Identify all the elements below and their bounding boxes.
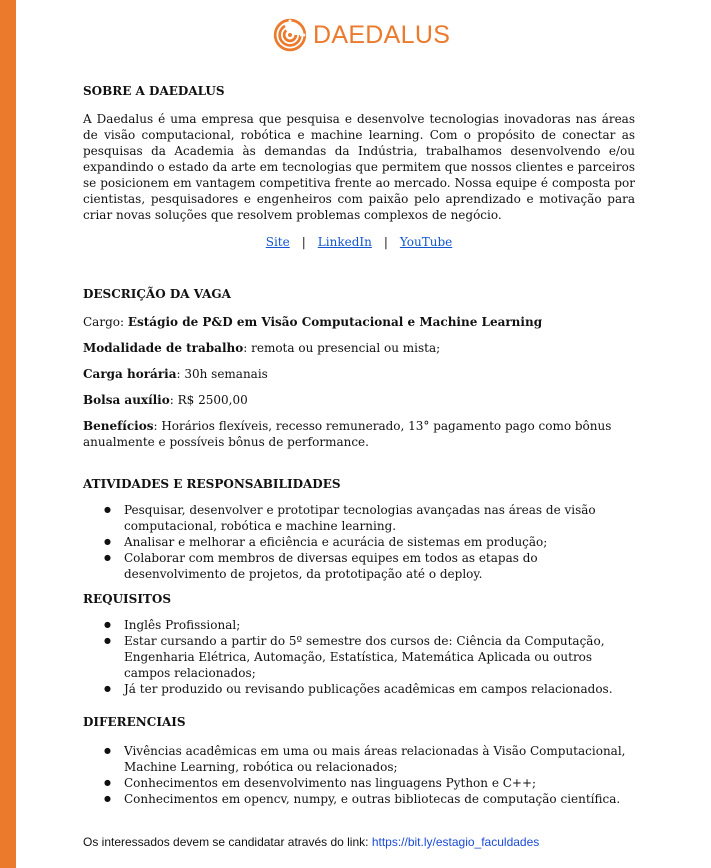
brand-name: DAEDALUS — [313, 20, 451, 49]
bolsa-value: : R$ 2500,00 — [169, 393, 248, 407]
job-modalidade — [83, 340, 635, 356]
bolsa-label: Bolsa auxílio — [83, 393, 170, 407]
brand-logo — [272, 16, 450, 54]
list-item: ● Conhecimentos em opencv, numpy, e outras bibliotecas de computação científica. — [124, 791, 635, 807]
application-footer — [83, 834, 635, 850]
modalidade-value: : remota ou presencial ou mista; — [243, 341, 441, 355]
accent-side-bar — [0, 0, 16, 868]
labyrinth-icon — [272, 17, 308, 53]
carga-value: : 30h semanais — [176, 367, 268, 381]
link-separator: | — [301, 235, 306, 249]
job-cargo — [83, 314, 635, 330]
cargo-label: Cargo: — [83, 315, 128, 329]
linkedin-link[interactable]: LinkedIn — [317, 235, 372, 249]
site-link[interactable]: Site — [265, 235, 290, 249]
requirements-list — [83, 617, 635, 697]
job-beneficios — [83, 418, 635, 450]
about-links — [83, 234, 635, 250]
application-link[interactable]: https://bit.ly/estagio_faculdades — [371, 835, 540, 849]
differentials-heading: DIFERENCIAIS — [83, 715, 186, 729]
beneficios-label: Benefícios — [83, 419, 154, 433]
activities-list — [83, 502, 635, 582]
beneficios-value: : Horários flexíveis, recesso remunerado, 13° pagamento pago como bônus anualmente e possíveis bônus de performance. — [83, 419, 612, 449]
footer-text: Os interessados devem se candidatar através do link: — [83, 835, 372, 849]
about-heading: SOBRE A DAEDALUS — [83, 84, 225, 98]
job-bolsa — [83, 392, 635, 408]
list-item: ● Analisar e melhorar a eficiência e acurácia de sistemas em produção; — [124, 534, 635, 550]
list-item: ● Colaborar com membros de diversas equipes em todos as etapas do desenvolvimento de projetos, da prototipação até o deploy. — [124, 550, 635, 582]
list-item: ● Vivências acadêmicas em uma ou mais áreas relacionadas à Visão Computacional, Machine Learning, robótica ou relacionados; — [124, 743, 635, 775]
list-item: ● Estar cursando a partir do 5º semestre dos cursos de: Ciência da Computação, Engenharia Elétrica, Automação, Estatística, Matemática Aplicada ou outros campos relacionados; — [124, 633, 635, 681]
list-item: ● Já ter produzido ou revisando publicações acadêmicas em campos relacionados. — [124, 681, 635, 697]
link-separator: | — [383, 235, 388, 249]
cargo-value: Estágio de P&D em Visão Computacional e Machine Learning — [127, 315, 543, 329]
list-item: ● Inglês Profissional; — [124, 617, 635, 633]
list-item: ● Pesquisar, desenvolver e prototipar tecnologias avançadas nas áreas de visão computacional, robótica e machine learning. — [124, 502, 635, 534]
document-body — [83, 83, 635, 850]
activities-heading: ATIVIDADES E RESPONSABILIDADES — [83, 477, 341, 491]
job-heading: DESCRIÇÃO DA VAGA — [83, 287, 231, 301]
youtube-link[interactable]: YouTube — [399, 235, 453, 249]
about-text: A Daedalus é uma empresa que pesquisa e desenvolve tecnologias inovadoras nas áreas de visão computacional, robótica e machine learning. Com o propósito de conectar as pesquisas da Academia às demandas da Indústria, trabalhamos desenvolvendo e/ou expandindo o estado da arte em tecnologias que permitem que nossos clientes e parceiros se posicionem em vantagem competitiva frente ao mercado. Nossa equipe é composta por cientistas, pesquisadores e engenheiros com paixão pelo aprendizado e motivação para criar novas soluções que resolvem problemas complexos de negócio. — [83, 112, 635, 222]
modalidade-label: Modalidade de trabalho — [83, 341, 244, 355]
job-carga-horaria — [83, 366, 635, 382]
differentials-list — [83, 743, 635, 807]
requirements-heading: REQUISITOS — [83, 592, 171, 606]
list-item: ● Conhecimentos em desenvolvimento nas linguagens Python e C++; — [124, 775, 635, 791]
carga-label: Carga horária — [83, 367, 177, 381]
